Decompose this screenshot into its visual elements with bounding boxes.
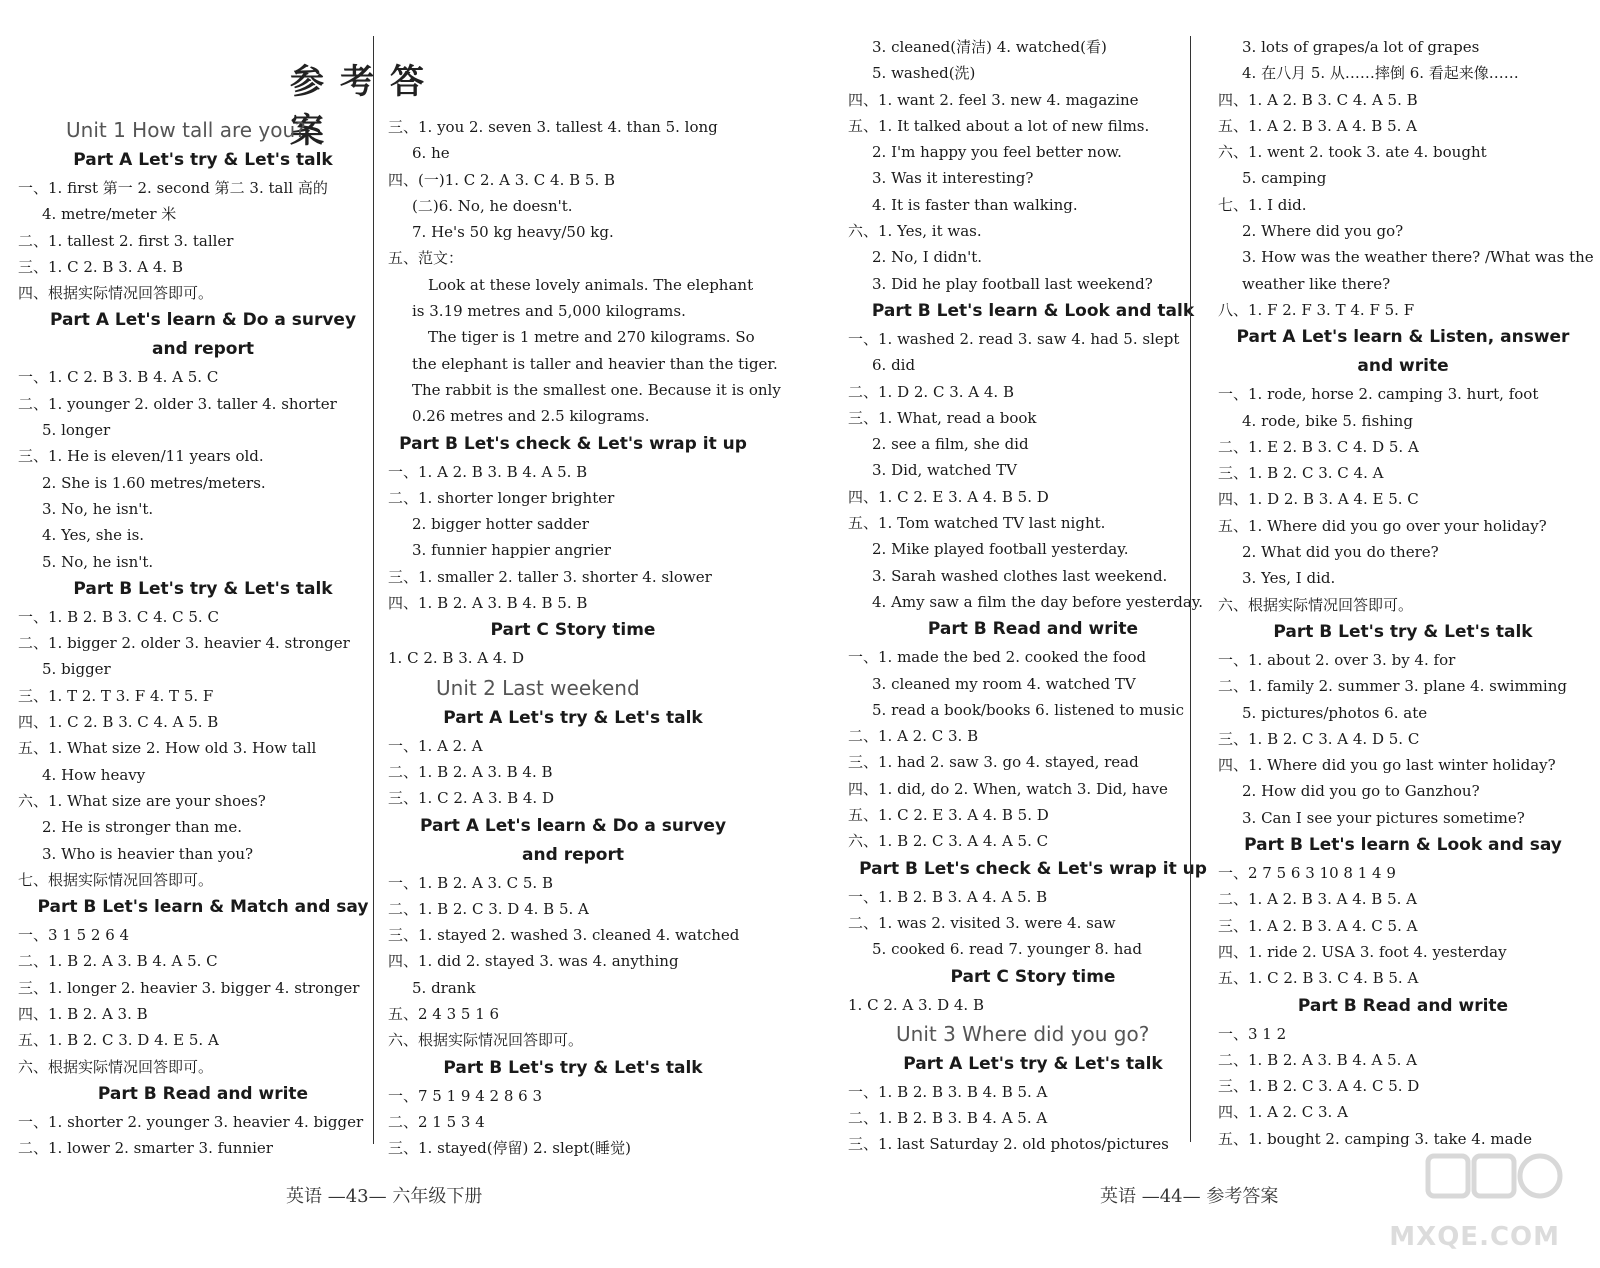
part-heading: Part A Let's learn & Do a survey xyxy=(419,815,727,836)
answer-line: 一、1. first 第一 2. second 第二 3. tall 高的 xyxy=(18,179,328,197)
part-heading: Part A Let's try & Let's talk xyxy=(73,150,333,170)
answer-line: 五、1. C 2. B 3. C 4. B 5. A xyxy=(1218,969,1419,988)
answer-line: 三、1. stayed(停留) 2. slept(睡觉) xyxy=(388,1139,631,1158)
answer-line: 三、1. you 2. seven 3. tallest 4. than 5. long xyxy=(388,118,718,136)
answer-line: 一、1. B 2. B 3. A 4. A 5. B xyxy=(848,887,1048,906)
answer-line: 3. Yes, I did. xyxy=(1242,569,1336,588)
answer-line: 三、1. had 2. saw 3. go 4. stayed, read xyxy=(848,753,1139,772)
answer-line: 一、1. B 2. B 3. C 4. C 5. C xyxy=(18,607,219,626)
answer-line: 四、根据实际情况回答即可。 xyxy=(18,284,214,303)
part-heading: Part B Let's try & Let's talk xyxy=(73,578,333,599)
answer-line: 4. Yes, she is. xyxy=(42,526,145,545)
answer-line: 5. pictures/photos 6. ate xyxy=(1242,703,1428,722)
answer-line: 一、3 1 5 2 6 4 xyxy=(18,926,130,945)
part-heading: Part B Let's learn & Look and talk xyxy=(871,300,1195,321)
answer-line: 四、1. ride 2. USA 3. foot 4. yesterday xyxy=(1218,942,1507,961)
answer-line: 0.26 metres and 2.5 kilograms. xyxy=(412,407,650,426)
answer-line: 2. Where did you go? xyxy=(1242,222,1404,241)
answer-line: 二、1. shorter longer brighter xyxy=(388,488,615,507)
answer-line: 6. did xyxy=(872,356,916,375)
part-heading: Part C Story time xyxy=(950,966,1116,987)
answer-line: The tiger is 1 metre and 270 kilograms. So xyxy=(428,328,755,347)
answer-line: 3. Did, watched TV xyxy=(872,461,1017,480)
answer-line: 二、1. B 2. A 3. B 4. A 5. C xyxy=(18,952,218,971)
answer-line: 2. She is 1.60 metres/meters. xyxy=(42,473,266,492)
part-heading: and report xyxy=(522,844,624,865)
answer-line: 5. No, he isn't. xyxy=(42,552,154,571)
answer-line: (二)6. No, he doesn't. xyxy=(412,196,573,215)
answer-line: 四、1. D 2. B 3. A 4. E 5. C xyxy=(1218,490,1419,509)
answer-line: 3. How was the weather there? /What was the xyxy=(1242,248,1594,267)
answer-line: 三、1. smaller 2. taller 3. shorter 4. slower xyxy=(388,567,712,586)
answer-line: 五、1. C 2. E 3. A 4. B 5. D xyxy=(848,806,1049,825)
answer-line: 二、1. D 2. C 3. A 4. B xyxy=(848,382,1014,401)
unit-heading: Unit 1 How tall are you? xyxy=(66,118,306,142)
answer-line: 5. drank xyxy=(412,978,476,997)
answer-line: 3. cleaned(清洁) 4. watched(看) xyxy=(872,38,1107,56)
answer-line: 2. How did you go to Ganzhou? xyxy=(1242,782,1480,801)
part-heading: Part B Read and write xyxy=(97,1083,309,1104)
answer-line: 四、1. Where did you go last winter holiday? xyxy=(1218,756,1556,775)
answer-line: 一、1. C 2. B 3. B 4. A 5. C xyxy=(18,368,219,387)
answer-column-2 xyxy=(388,114,781,1162)
answer-line: 五、1. Tom watched TV last night. xyxy=(848,514,1106,533)
answer-line: 3. No, he isn't. xyxy=(42,499,154,518)
answer-line: 四、1. did, do 2. When, watch 3. Did, have xyxy=(848,779,1168,798)
answer-line: 3. lots of grapes/a lot of grapes xyxy=(1242,38,1480,56)
part-heading: Part A Let's learn & Do a survey xyxy=(49,310,357,331)
answer-line: 一、1. A 2. A xyxy=(388,736,483,755)
answer-line: 5. cooked 6. read 7. younger 8. had xyxy=(872,940,1142,959)
answer-line: 一、1. B 2. A 3. C 5. B xyxy=(388,873,553,892)
answer-line: 二、1. younger 2. older 3. taller 4. shorter xyxy=(18,394,337,413)
answer-line: 六、根据实际情况回答即可。 xyxy=(388,1031,584,1050)
answer-line: 3. Who is heavier than you? xyxy=(42,844,254,863)
answer-line: 三、1. A 2. B 3. A 4. C 5. A xyxy=(1218,916,1418,935)
answer-line: 二、1. tallest 2. first 3. taller xyxy=(18,231,234,250)
answer-line: 四、1. A 2. C 3. A xyxy=(1218,1103,1348,1122)
answer-line: 五、1. It talked about a lot of new films. xyxy=(848,116,1150,135)
answer-line: 四、1. B 2. A 3. B 4. B 5. B xyxy=(388,594,588,613)
answer-line: 三、1. last Saturday 2. old photos/pictures xyxy=(848,1135,1169,1154)
answer-line: 五、范文： xyxy=(388,249,464,268)
answer-line: 三、1. B 2. C 3. A 4. C 5. D xyxy=(1218,1077,1420,1096)
answer-line: 四、1. did 2. stayed 3. was 4. anything xyxy=(388,952,679,971)
part-heading: Part B Let's check & Let's wrap it up xyxy=(859,858,1207,879)
answer-line: the elephant is taller and heavier than the tiger. xyxy=(412,354,778,373)
answer-line: 一、2 7 5 6 3 10 8 1 4 9 xyxy=(1218,864,1396,883)
answer-line: 一、1. B 2. B 3. B 4. B 5. A xyxy=(848,1082,1048,1101)
answer-line: 三、1. What, read a book xyxy=(848,408,1037,427)
answer-line: 3. Sarah washed clothes last weekend. xyxy=(872,566,1168,585)
answer-line: 4. 在八月 5. 从……摔倒 6. 看起来像…… xyxy=(1242,64,1519,83)
answer-line: 一、1. A 2. B 3. B 4. A 5. B xyxy=(388,462,588,481)
answer-line: 五、1. Where did you go over your holiday? xyxy=(1218,516,1547,535)
part-heading: Part B Read and write xyxy=(1297,995,1509,1016)
answer-line: 二、1. B 2. A 3. B 4. B xyxy=(388,762,553,781)
answer-line: 2. Mike played football yesterday. xyxy=(872,540,1129,559)
watermark-text: MXQE.COM xyxy=(1389,1222,1560,1252)
answer-line: 三、1. longer 2. heavier 3. bigger 4. stronger xyxy=(18,978,360,997)
answer-line: 3. Did he play football last weekend? xyxy=(872,274,1153,293)
answer-line: 一、1. shorter 2. younger 3. heavier 4. bigger xyxy=(18,1112,364,1131)
answer-line: 二、1. B 2. A 3. B 4. A 5. A xyxy=(1218,1050,1418,1069)
answer-column-4 xyxy=(1218,34,1594,1152)
part-heading: Part A Let's try & Let's talk xyxy=(443,707,703,728)
part-heading: Part C Story time xyxy=(490,620,656,641)
part-heading: Part B Let's try & Let's talk xyxy=(1273,621,1533,642)
answer-line: 2. No, I didn't. xyxy=(872,248,983,267)
answer-line: 4. rode, bike 5. fishing xyxy=(1242,411,1413,430)
answer-line: 六、根据实际情况回答即可。 xyxy=(18,1057,214,1076)
part-heading: Part B Let's learn & Look and say xyxy=(1244,835,1562,856)
answer-line: 六、1. What size are your shoes? xyxy=(18,791,266,810)
answer-line: weather like there? xyxy=(1242,274,1391,293)
column-divider xyxy=(373,36,374,1144)
page-title: 参考答案 xyxy=(290,62,440,151)
answer-line: 四、1. C 2. E 3. A 4. B 5. D xyxy=(848,487,1049,506)
answer-line: 三、1. B 2. C 3. C 4. A xyxy=(1218,464,1384,483)
page-footer-right: 英语 —44— 参考答案 xyxy=(1100,1186,1279,1207)
answer-line: 四、(一)1. C 2. A 3. C 4. B 5. B xyxy=(388,170,616,189)
answer-line: 三、1. He is eleven/11 years old. xyxy=(18,447,264,466)
unit-heading: Unit 2 Last weekend xyxy=(436,675,640,700)
answer-line: 五、1. A 2. B 3. A 4. B 5. A xyxy=(1218,116,1418,135)
part-heading: and write xyxy=(1357,356,1449,377)
page-footer-left: 英语 —43— 六年级下册 xyxy=(286,1186,483,1207)
part-heading: Part B Let's learn & Match and say xyxy=(37,897,369,918)
answer-line: 一、7 5 1 9 4 2 8 6 3 xyxy=(388,1086,543,1105)
answer-line: 2. I'm happy you feel better now. xyxy=(872,143,1122,162)
answer-line: 七、根据实际情况回答即可。 xyxy=(18,870,214,889)
answer-line: 二、1. B 2. B 3. B 4. A 5. A xyxy=(848,1109,1048,1128)
answer-line: 三、1. C 2. A 3. B 4. D xyxy=(388,789,554,808)
answer-line: 二、1. lower 2. smarter 3. funnier xyxy=(18,1139,273,1158)
answer-line: 一、1. about 2. over 3. by 4. for xyxy=(1218,650,1456,669)
answer-line: 2. bigger hotter sadder xyxy=(412,515,589,534)
answer-line: 五、2 4 3 5 1 6 xyxy=(388,1005,500,1024)
answer-line: 二、2 1 5 3 4 xyxy=(388,1112,485,1131)
answer-line: 四、1. want 2. feel 3. new 4. magazine xyxy=(848,90,1139,109)
answer-line: 二、1. E 2. B 3. C 4. D 5. A xyxy=(1218,437,1419,456)
answer-line: 3. cleaned my room 4. watched TV xyxy=(872,674,1136,693)
answer-line: The rabbit is the smallest one. Because it is only xyxy=(412,380,781,399)
answer-line: 5. read a book/books 6. listened to music xyxy=(872,700,1184,719)
answer-line: 二、1. family 2. summer 3. plane 4. swimming xyxy=(1218,677,1567,696)
answer-line: 5. bigger xyxy=(42,660,111,679)
unit-heading: Unit 3 Where did you go? xyxy=(896,1021,1150,1046)
answer-line: 三、1. stayed 2. washed 3. cleaned 4. watched xyxy=(388,926,740,945)
answer-line: 四、1. B 2. A 3. B xyxy=(18,1005,148,1024)
answer-line: 一、1. washed 2. read 3. saw 4. had 5. slept xyxy=(848,329,1180,348)
answer-line: 三、1. C 2. B 3. A 4. B xyxy=(18,257,183,276)
answer-column-1 xyxy=(18,114,388,1162)
answer-line: is 3.19 metres and 5,000 kilograms. xyxy=(412,302,686,321)
part-heading: Part A Let's try & Let's talk xyxy=(903,1053,1163,1074)
answer-line: 3. Was it interesting? xyxy=(872,169,1034,188)
answer-line: 五、1. bought 2. camping 3. take 4. made xyxy=(1218,1129,1533,1148)
answer-line: 二、1. B 2. C 3. D 4. B 5. A xyxy=(388,899,589,918)
answer-line: 7. He's 50 kg heavy/50 kg. xyxy=(412,223,614,242)
part-heading: and report xyxy=(152,339,254,360)
answer-line: 4. metre/meter 米 xyxy=(42,205,177,224)
part-heading: Part B Let's check & Let's wrap it up xyxy=(399,433,747,454)
answer-line: 3. funnier happier angrier xyxy=(412,541,611,560)
answer-line: 三、1. B 2. C 3. A 4. D 5. C xyxy=(1218,729,1420,748)
answer-line: 六、1. B 2. C 3. A 4. A 5. C xyxy=(848,832,1049,851)
answer-line: 四、1. A 2. B 3. C 4. A 5. B xyxy=(1218,90,1418,109)
answer-line: 三、1. T 2. T 3. F 4. T 5. F xyxy=(18,686,214,705)
answer-line: 2. What did you do there? xyxy=(1242,543,1439,562)
column-divider xyxy=(1190,36,1191,1142)
answer-line: 一、1. made the bed 2. cooked the food xyxy=(848,648,1147,667)
answer-line: 6. he xyxy=(412,144,450,163)
answer-line: 四、1. C 2. B 3. C 4. A 5. B xyxy=(18,713,219,732)
answer-line: 2. see a film, she did xyxy=(872,435,1029,454)
answer-line: 4. Amy saw a film the day before yesterday. xyxy=(872,592,1204,611)
answer-line: 二、1. A 2. B 3. A 4. B 5. A xyxy=(1218,890,1418,909)
answer-line: 4. It is faster than walking. xyxy=(872,195,1078,214)
part-heading: Part B Let's try & Let's talk xyxy=(443,1057,703,1078)
answer-line: 五、1. What size 2. How old 3. How tall xyxy=(18,739,317,758)
answer-line: 六、1. Yes, it was. xyxy=(848,222,982,241)
answer-line: 1. C 2. A 3. D 4. B xyxy=(848,995,984,1014)
answer-column-3 xyxy=(848,34,1218,1158)
answer-line: 八、1. F 2. F 3. T 4. F 5. F xyxy=(1218,300,1415,319)
answer-line: 一、3 1 2 xyxy=(1218,1024,1287,1043)
answer-line: 六、根据实际情况回答即可。 xyxy=(1218,595,1414,614)
answer-line: 3. Can I see your pictures sometime? xyxy=(1242,808,1525,827)
answer-line: 5. washed(洗) xyxy=(872,64,976,83)
answer-line: 5. longer xyxy=(42,421,111,440)
part-heading: Part B Read and write xyxy=(927,619,1139,640)
answer-line: 1. C 2. B 3. A 4. D xyxy=(388,649,524,668)
answer-line: 六、1. went 2. took 3. ate 4. bought xyxy=(1218,143,1487,162)
answer-line: 七、1. I did. xyxy=(1218,195,1307,214)
answer-line: 五、1. B 2. C 3. D 4. E 5. A xyxy=(18,1031,219,1050)
answer-line: 4. How heavy xyxy=(42,765,146,784)
answer-line: 二、1. was 2. visited 3. were 4. saw xyxy=(848,913,1116,932)
answer-line: 二、1. bigger 2. older 3. heavier 4. stronger xyxy=(18,634,350,653)
answer-line: 一、1. rode, horse 2. camping 3. hurt, foot xyxy=(1218,385,1539,404)
answer-line: Look at these lovely animals. The elephant xyxy=(428,275,754,294)
answer-line: 二、1. A 2. C 3. B xyxy=(848,727,979,746)
part-heading: Part A Let's learn & Listen, answer xyxy=(1236,327,1570,348)
answer-line: 2. He is stronger than me. xyxy=(42,818,243,837)
answer-line: 5. camping xyxy=(1242,169,1327,188)
